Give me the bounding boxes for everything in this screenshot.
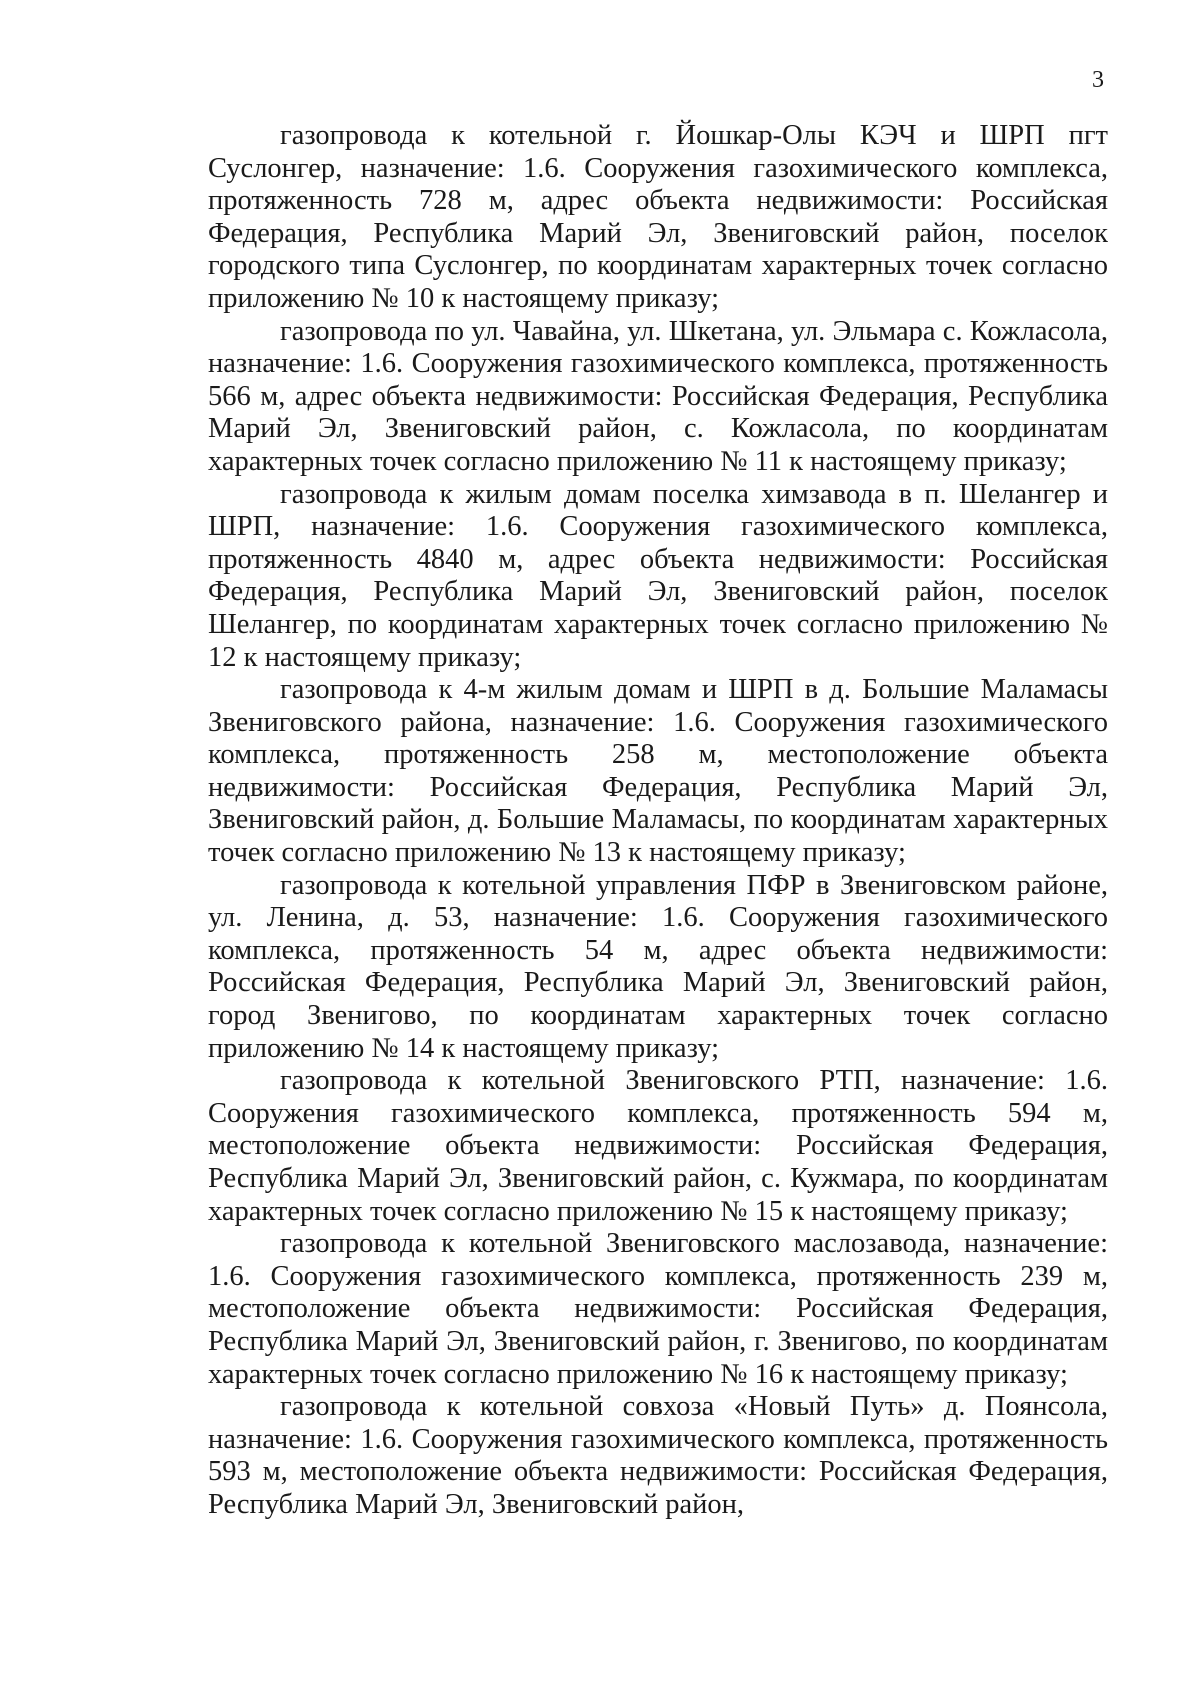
paragraph: газопровода к котельной Звениговского РТП, назначение: 1.6. Сооружения газохимического комплекса, протяженность 594 м, местоположение объекта недвижимости: Российская Федерация, Республика Марий Эл, Звениговский район, с. Кужмара, по координатам характерных точек согласно приложению № 15 к настоящему приказу; xyxy=(208,1065,1108,1227)
paragraph: газопровода к котельной совхоза «Новый Путь» д. Поянсола, назначение: 1.6. Сооружения газохимического комплекса, протяженность 593 м, местоположение объекта недвижимости: Российская Федерация, Республика Марий Эл, Звениговский район, xyxy=(208,1391,1108,1520)
paragraph: газопровода к котельной Звениговского маслозавода, назначение: 1.6. Сооружения газохимического комплекса, протяженность 239 м, местоположение объекта недвижимости: Российская Федерация, Республика Марий Эл, Звениговский район, г. Звенигово, по координатам характерных точек согласно приложению № 16 к настоящему приказу; xyxy=(208,1228,1108,1390)
paragraph: газопровода к котельной г. Йошкар-Олы КЭЧ и ШРП пгт Суслонгер, назначение: 1.6. Сооружения газохимического комплекса, протяженность 728 м, адрес объекта недвижимости: Российская Федерация, Республика Марий Эл, Звениговский район, поселок городского типа Суслонгер, по координатам характерных точек согласно приложению № 10 к настоящему приказу; xyxy=(208,120,1108,314)
paragraph: газопровода к жилым домам поселка химзавода в п. Шелангер и ШРП, назначение: 1.6. Сооружения газохимического комплекса, протяженность 4840 м, адрес объекта недвижимости: Российская Федерация, Республика Марий Эл, Звениговский район, поселок Шелангер, по координатам характерных точек согласно приложению № 12 к настоящему приказу; xyxy=(208,478,1108,673)
paragraph: газопровода по ул. Чавайна, ул. Шкетана, ул. Эльмара с. Кожласола, назначение: 1.6. Сооружения газохимического комплекса, протяженность 566 м, адрес объекта недвижимости: Российская Федерация, Республика Марий Эл, Звениговский район, с. Кожласола, по координатам характерных точек согласно приложению № 11 к настоящему приказу; xyxy=(208,315,1108,477)
page-number: 3 xyxy=(1092,67,1104,93)
paragraph: газопровода к котельной управления ПФР в Звениговском районе, ул. Ленина, д. 53, назначение: 1.6. Сооружения газохимического комплекса, протяженность 54 м, адрес объекта недвижимости: Российская Федерация, Республика Марий Эл, Звениговский район, город Звенигово, по координатам характерных точек согласно приложению № 14 к настоящему приказу; xyxy=(208,869,1108,1064)
document-body xyxy=(208,120,1108,1522)
paragraph: газопровода к 4-м жилым домам и ШРП в д. Большие Маламасы Звениговского района, назначение: 1.6. Сооружения газохимического комплекса, протяженность 258 м, местоположение объекта недвижимости: Российская Федерация, Республика Марий Эл, Звениговский район, д. Большие Маламасы, по координатам характерных точек согласно приложению № 13 к настоящему приказу; xyxy=(208,674,1108,869)
